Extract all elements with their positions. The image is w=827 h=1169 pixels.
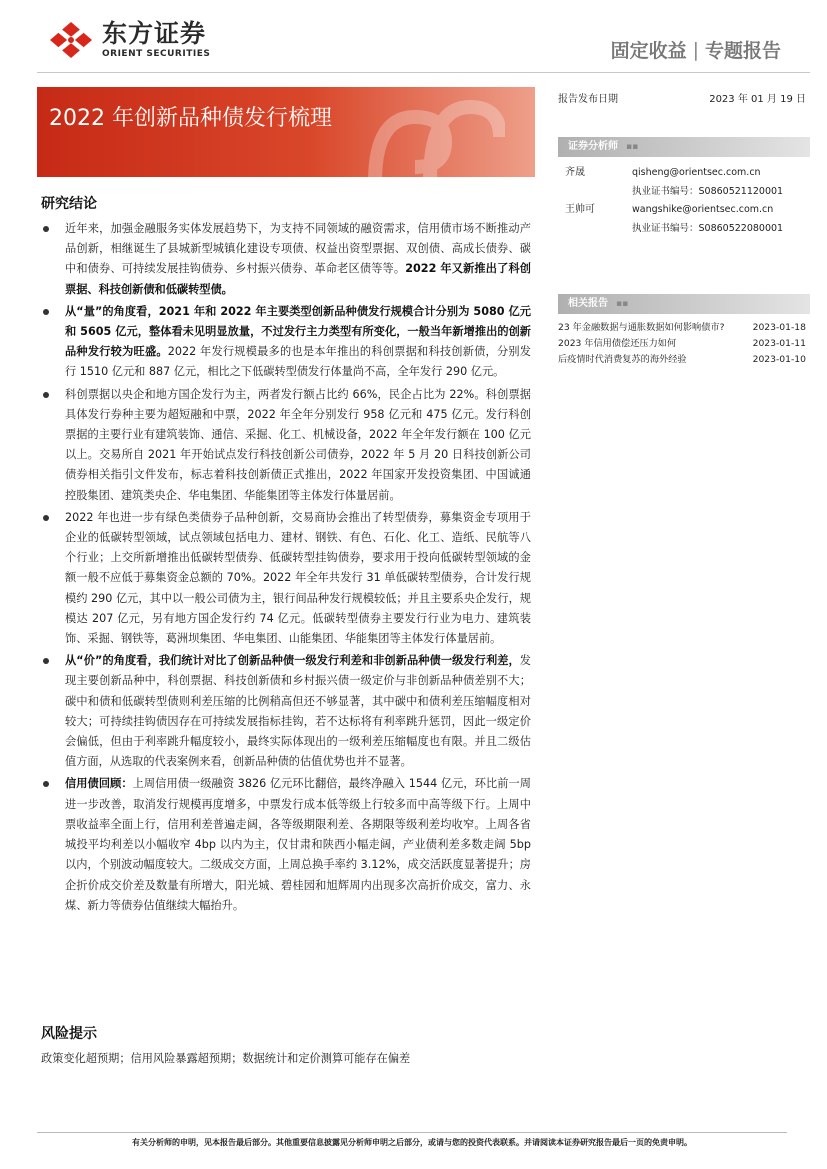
conclusion-bullet (41, 219, 531, 300)
bullet-emphasis: 2022 年又新推出了科创票据、科技创新债和低碳转型债。 (65, 262, 531, 296)
report-date-row (558, 90, 806, 105)
bullet-text: 2022 年也进一步有绿色类债券子品种创新，交易商协会推出了转型债券，募集资金专项用于企业的低碳转型领域，试点领域包括电力、建材、钢铁、有色、石化、化工、造纸、民航等八个行业；上交所新增推出低碳转型债券、低碳转型挂钩债券，要求用于投向低碳转型领域的金额一般不应低于募集资金总额的 70%。2022 年全年共发行 31 单低碳转型债券，合计发行规模约 290 亿元，其中以一般公司债为主，银行间品种发行规模较低；并且主要系央企发行，规模达 207 亿元，另有地方国企发行约 74 亿元。低碳转型债券主要发行行业为电力、建筑装饰、采掘、钢铁等，葛洲坝集团、华电集团、山能集团、华能集团等主体发行体量居前。 (65, 510, 531, 646)
related-report-title[interactable]: 23 年金融数据与通胀数据如何影响债市? (558, 322, 725, 333)
bullet-text: 发现主要创新品种中，科创票据、科技创新债和乡村振兴债一级定价与非创新品种债差别不大；碳中和债和低碳转型债则利差压缩的比例稍高但还不够显著，其中碳中和债利差压缩幅度相对较大；可持续挂钩债因存在可持续发展指标挂钩，若不达标将有利率跳升惩罚，因此一级定价会偏低，但由于利率跳升幅度较小，最终实际体现出的一级利差压缩幅度也有限。并且二级估值方面，从选取的代表案例来看，创新品种债的估值优势也并不显著。 (65, 654, 531, 769)
conclusion-bullet (41, 508, 531, 649)
related-report-item[interactable] (558, 352, 806, 368)
company-logo (48, 20, 210, 60)
analyst-name: 王帅可 (565, 204, 595, 215)
dots-icon: ▪▪ (626, 142, 639, 152)
risk-body: 政策变化超预期；信用风险暴露超预期；数据统计和定价测算可能存在偏差 (41, 1052, 411, 1065)
bullet-text: 科创票据以央企和地方国企发行为主，两者发行额占比约 66%，民企占比为 22%。科创票据具体发行券种主要为超短融和中票，2022 年全年分别发行 958 亿元和 475 亿元。发行科创票据的主要行业有建筑装饰、通信、采掘、化工、机械设备，2022 年全年发行额在 100 亿元以上。交易所自 2021 年开始试点发行科技创新公司债券，2022 年 5 月 20 日科技创新公司债券相关指引文件发布，标志着科技创新债正式推出，2022 年国家开发投资集团、中国诚通控股集团、建筑类央企、华电集团、华能集团等主体发行体量居前。 (65, 387, 531, 502)
report-category (611, 36, 781, 63)
related-report-date: 2023-01-11 (752, 338, 806, 349)
related-report-item[interactable] (558, 320, 806, 336)
bullet-icon (43, 309, 49, 315)
bullet-emphasis: 从“量”的角度看，2021 年和 2022 年主要类型创新品种债发行规模合计分别为 5080 亿元和 5605 亿元，整体看未见明显放量，不过发行主力类型有所变化，一般当年新增推出的创新品种发行较为旺盛。 (65, 304, 531, 359)
analyst-email[interactable]: qisheng@orientsec.com.cn (632, 167, 761, 178)
bullet-icon (43, 392, 49, 398)
title-banner (37, 87, 535, 177)
bullet-icon (43, 226, 49, 232)
conclusion-bullet (41, 385, 531, 506)
bullet-icon (43, 515, 49, 521)
conclusion-bullet (41, 774, 531, 915)
related-report-title[interactable]: 2023 年信用债偿还压力如何 (558, 338, 677, 349)
bullet-text: 2022 年发行规模最多的也是本年推出的科创票据和科技创新债，分别发行 1510 亿元和 887 亿元，相比之下低碳转型债发行体量尚不高，全年发行 290 亿元。 (65, 345, 531, 379)
footer-divider (37, 1132, 787, 1133)
category-label: 固定收益 (610, 40, 687, 62)
category-separator: | (692, 38, 699, 61)
related-report-date: 2023-01-18 (752, 322, 806, 333)
subcategory-label: 专题报告 (704, 40, 781, 62)
related-reports-bar (558, 294, 810, 314)
bullet-emphasis: 信用债回顾： (65, 777, 133, 791)
analysts-section-bar (558, 137, 810, 157)
analyst-name: 齐晟 (565, 167, 585, 178)
logo-english-name: ORIENT SECURITIES (102, 49, 211, 59)
related-reports-list (558, 320, 806, 368)
footer-disclaimer: 有关分析师的申明，见本报告最后部分。其他重要信息披露见分析师申明之后部分，或请与您的投资代表联系。并请阅读本证券研究报告最后一页的免责申明。 (132, 1138, 692, 1147)
report-date-value: 2023 年 01 月 19 日 (709, 94, 806, 105)
banner-decoration-icon (355, 87, 505, 177)
bullet-text: 上周信用债一级融资 3826 亿元环比翻倍，最终净融入 1544 亿元，环比前一周进一步改善，取消发行规模再度增多，中票发行成本低等级上行较多而中高等级下行。上周中票收益率全面上行，信用利差普遍走阔，各等级期限利差、各期限等级利差均收窄。上周各省城投平均利差以小幅收窄 4bp 以内为主，仅甘肃和陕西小幅走阔，产业债利差多数走阔 5bp 以内，个别波动幅度较大。二级成交方面，上周总换手率约 3.12%，成交活跃度显著提升；房企折价成交价差及数量有所增大，阳光城、碧桂园和旭辉周内出现多次高折价成交，富力、永煤、新力等债券估值继续大幅抬升。 (65, 777, 531, 912)
risk-section (41, 1023, 531, 1069)
bullet-text: 近年来，加强金融服务实体发展趋势下，为支持不同领域的融资需求，信用债市场不断推动产品创新，相继诞生了县城新型城镇化建设专项债、权益出资型票据、双创债、高成长债券、碳中和债券、可持续发展挂钩债券、乡村振兴债券、革命老区债等等。 (65, 222, 531, 276)
conclusion-heading: 研究结论 (41, 196, 97, 212)
risk-heading: 风险提示 (41, 1026, 97, 1042)
dots-icon: ▪▪ (616, 299, 629, 309)
analyst-cert: 执业证书编号：S0860522080001 (632, 223, 784, 234)
logo-chinese-name: 东方证券 (102, 19, 207, 48)
orient-logo-icon (48, 20, 94, 60)
bullet-icon (43, 658, 49, 664)
conclusion-bullet (41, 302, 531, 383)
analyst-email[interactable]: wangshike@orientsec.com.cn (632, 204, 774, 215)
analysts-section-label: 证券分析师 (568, 141, 618, 152)
research-conclusion (41, 193, 531, 918)
related-report-date: 2023-01-10 (752, 354, 806, 365)
header-divider (37, 72, 810, 73)
related-report-item[interactable] (558, 336, 806, 352)
bullet-icon (43, 781, 49, 787)
report-date-label: 报告发布日期 (558, 94, 618, 105)
analyst-cert: 执业证书编号：S0860521120001 (632, 186, 784, 197)
related-report-title[interactable]: 后疫情时代消费复苏的海外经验 (558, 354, 687, 365)
conclusion-bullet (41, 651, 531, 772)
report-title: 2022 年创新品种债发行梳理 (49, 106, 332, 131)
related-reports-label: 相关报告 (568, 298, 608, 309)
bullet-emphasis: 从“价”的角度看，我们统计对比了创新品种债一级发行利差和非创新品种债一级发行利差， (65, 654, 520, 668)
